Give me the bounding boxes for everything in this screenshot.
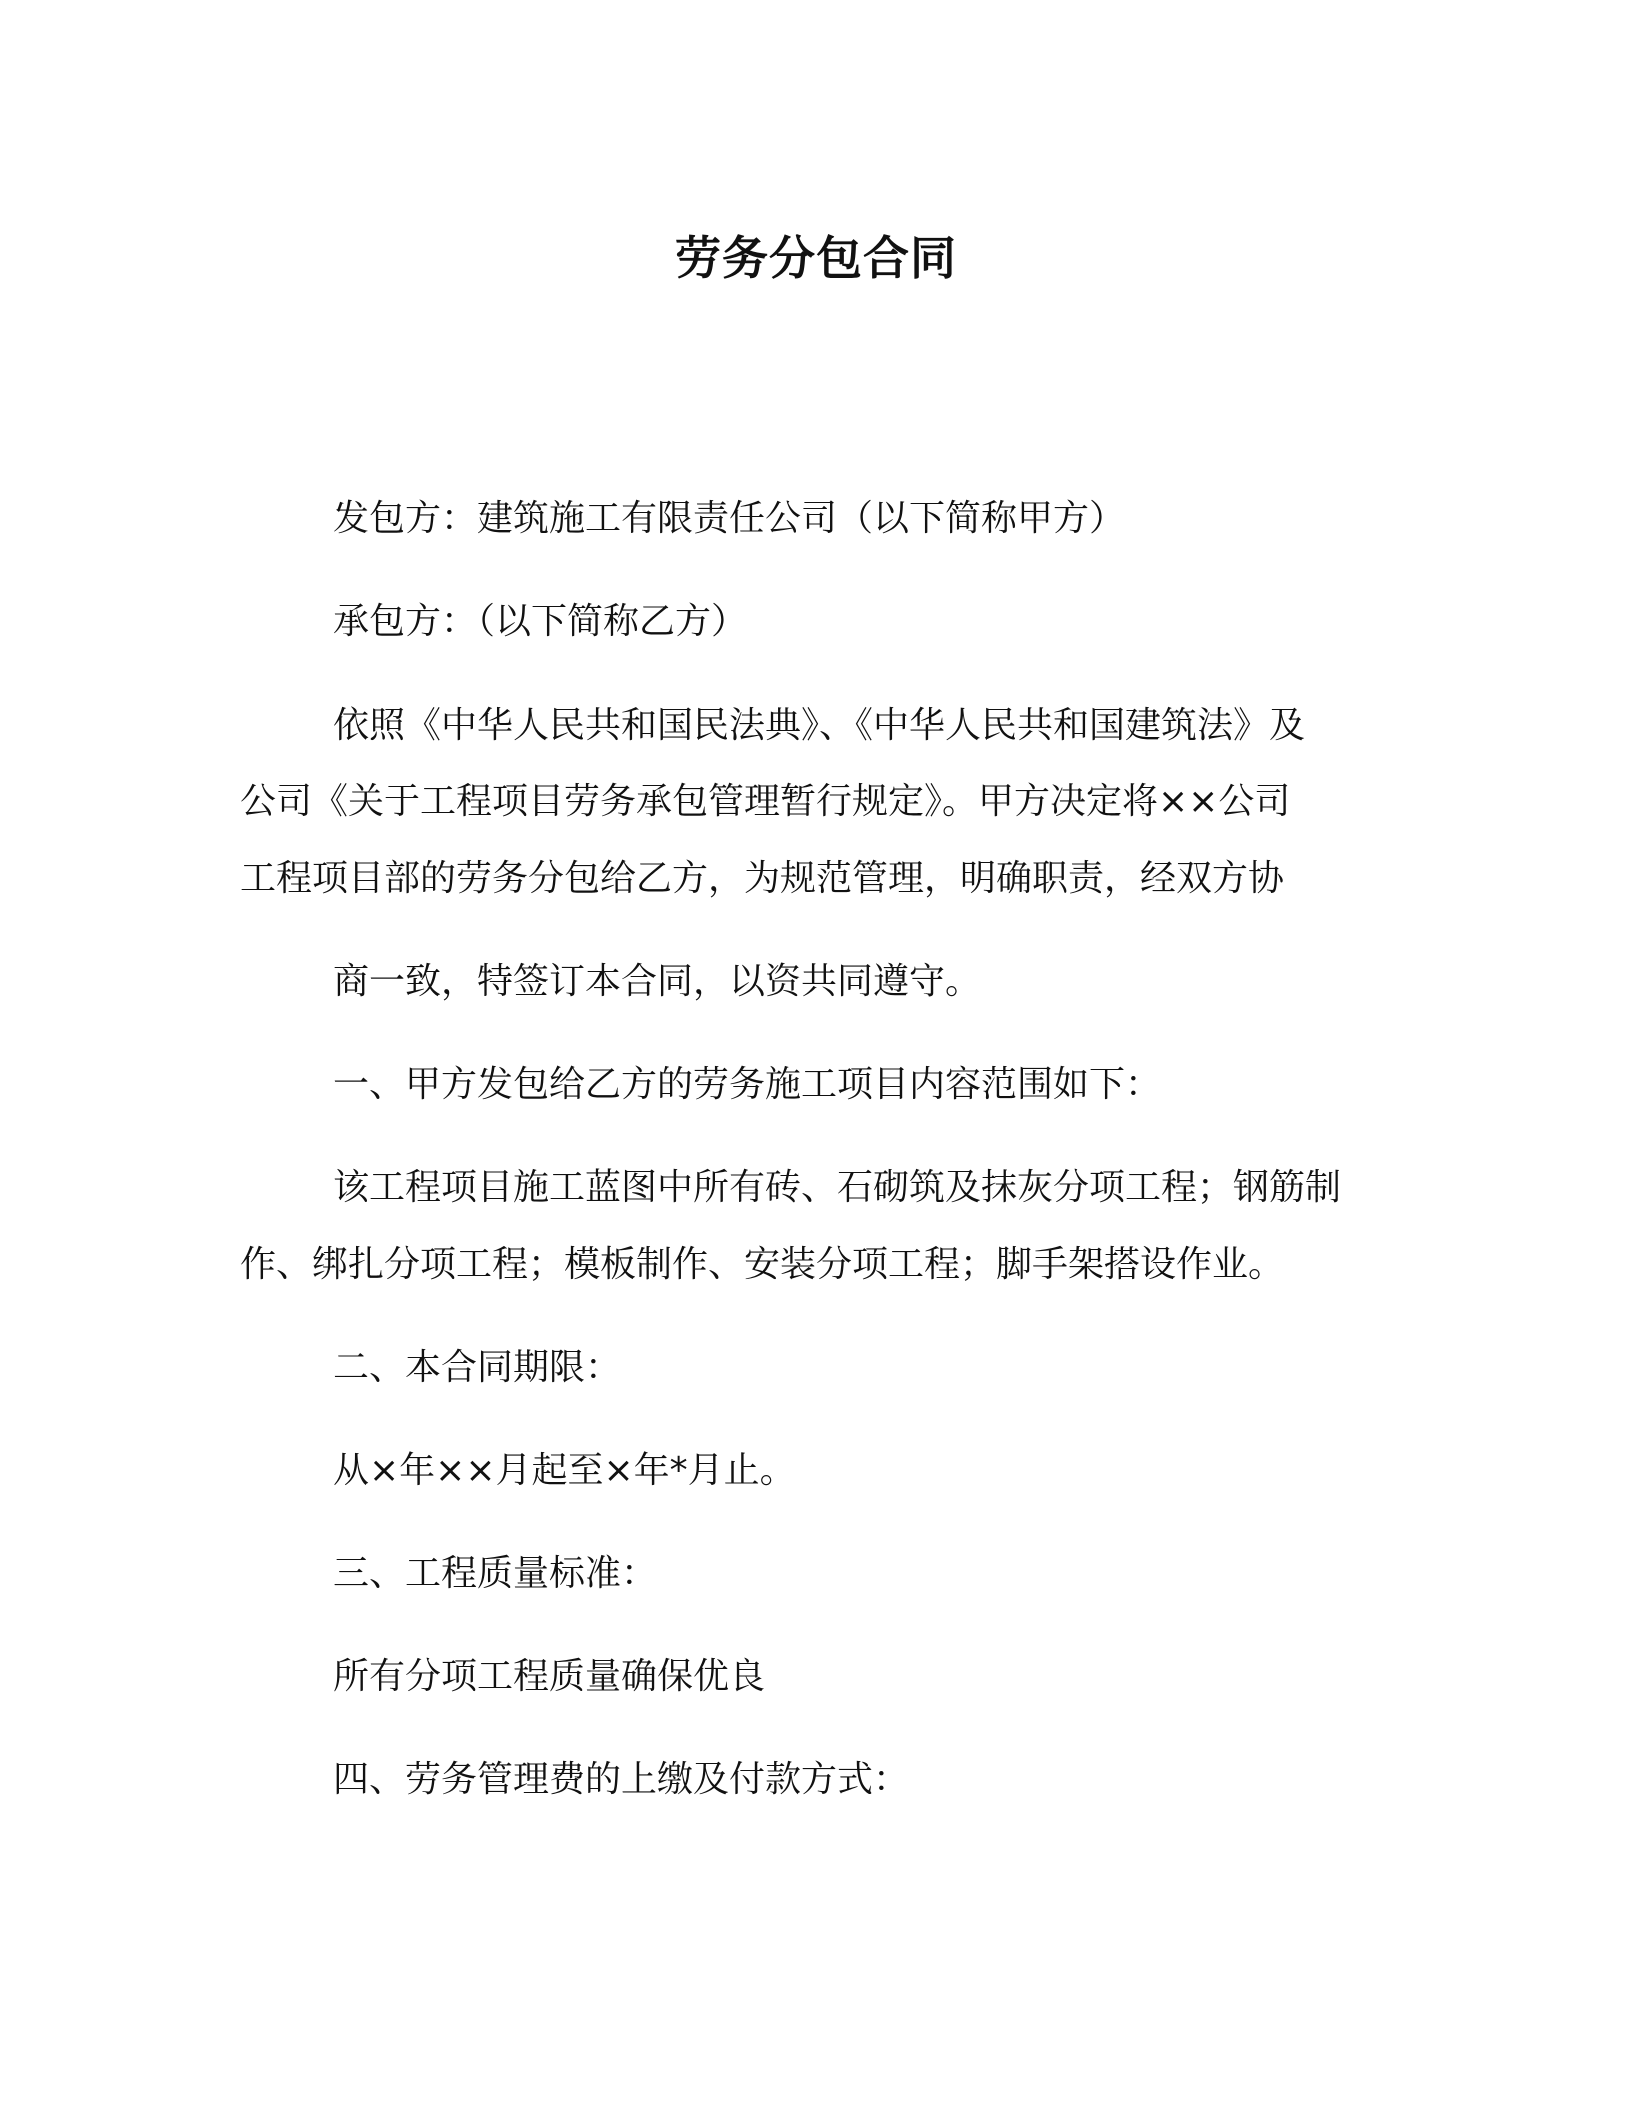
section-3-text: 所有分项工程质量确保优良 (333, 1656, 766, 1697)
preamble-line-2: 公司《关于工程项目劳务承包管理暂行规定》。甲方决定将××公司 (240, 781, 1291, 822)
preamble-line-3: 工程项目部的劳务分包给乙方，为规范管理，明确职责，经双方协 (240, 858, 1285, 899)
section-2-heading: 二、本合同期限： (333, 1347, 622, 1388)
section-1-text-line-1: 该工程项目施工蓝图中所有砖、石砌筑及抹灰分项工程；钢筋制 (333, 1167, 1342, 1208)
party-b-line: 承包方：（以下简称乙方） (333, 601, 748, 642)
document-title: 劳务分包合同 (675, 231, 957, 285)
preamble-line-4: 商一致，特签订本合同，以资共同遵守。 (333, 961, 982, 1002)
section-1-heading: 一、甲方发包给乙方的劳务施工项目内容范围如下： (333, 1064, 1162, 1105)
section-4-heading: 四、劳务管理费的上缴及付款方式： (333, 1759, 910, 1800)
section-3-heading: 三、工程质量标准： (333, 1553, 658, 1594)
section-2-text: 从×年××月起至×年*月止。 (333, 1450, 796, 1491)
party-a-line: 发包方：建筑施工有限责任公司（以下简称甲方） (333, 498, 1126, 539)
section-1-text-line-2: 作、绑扎分项工程；模板制作、安装分项工程；脚手架搭设作业。 (240, 1244, 1285, 1285)
preamble-line-1: 依照《中华人民共和国民法典》、《中华人民共和国建筑法》及 (333, 705, 1306, 746)
